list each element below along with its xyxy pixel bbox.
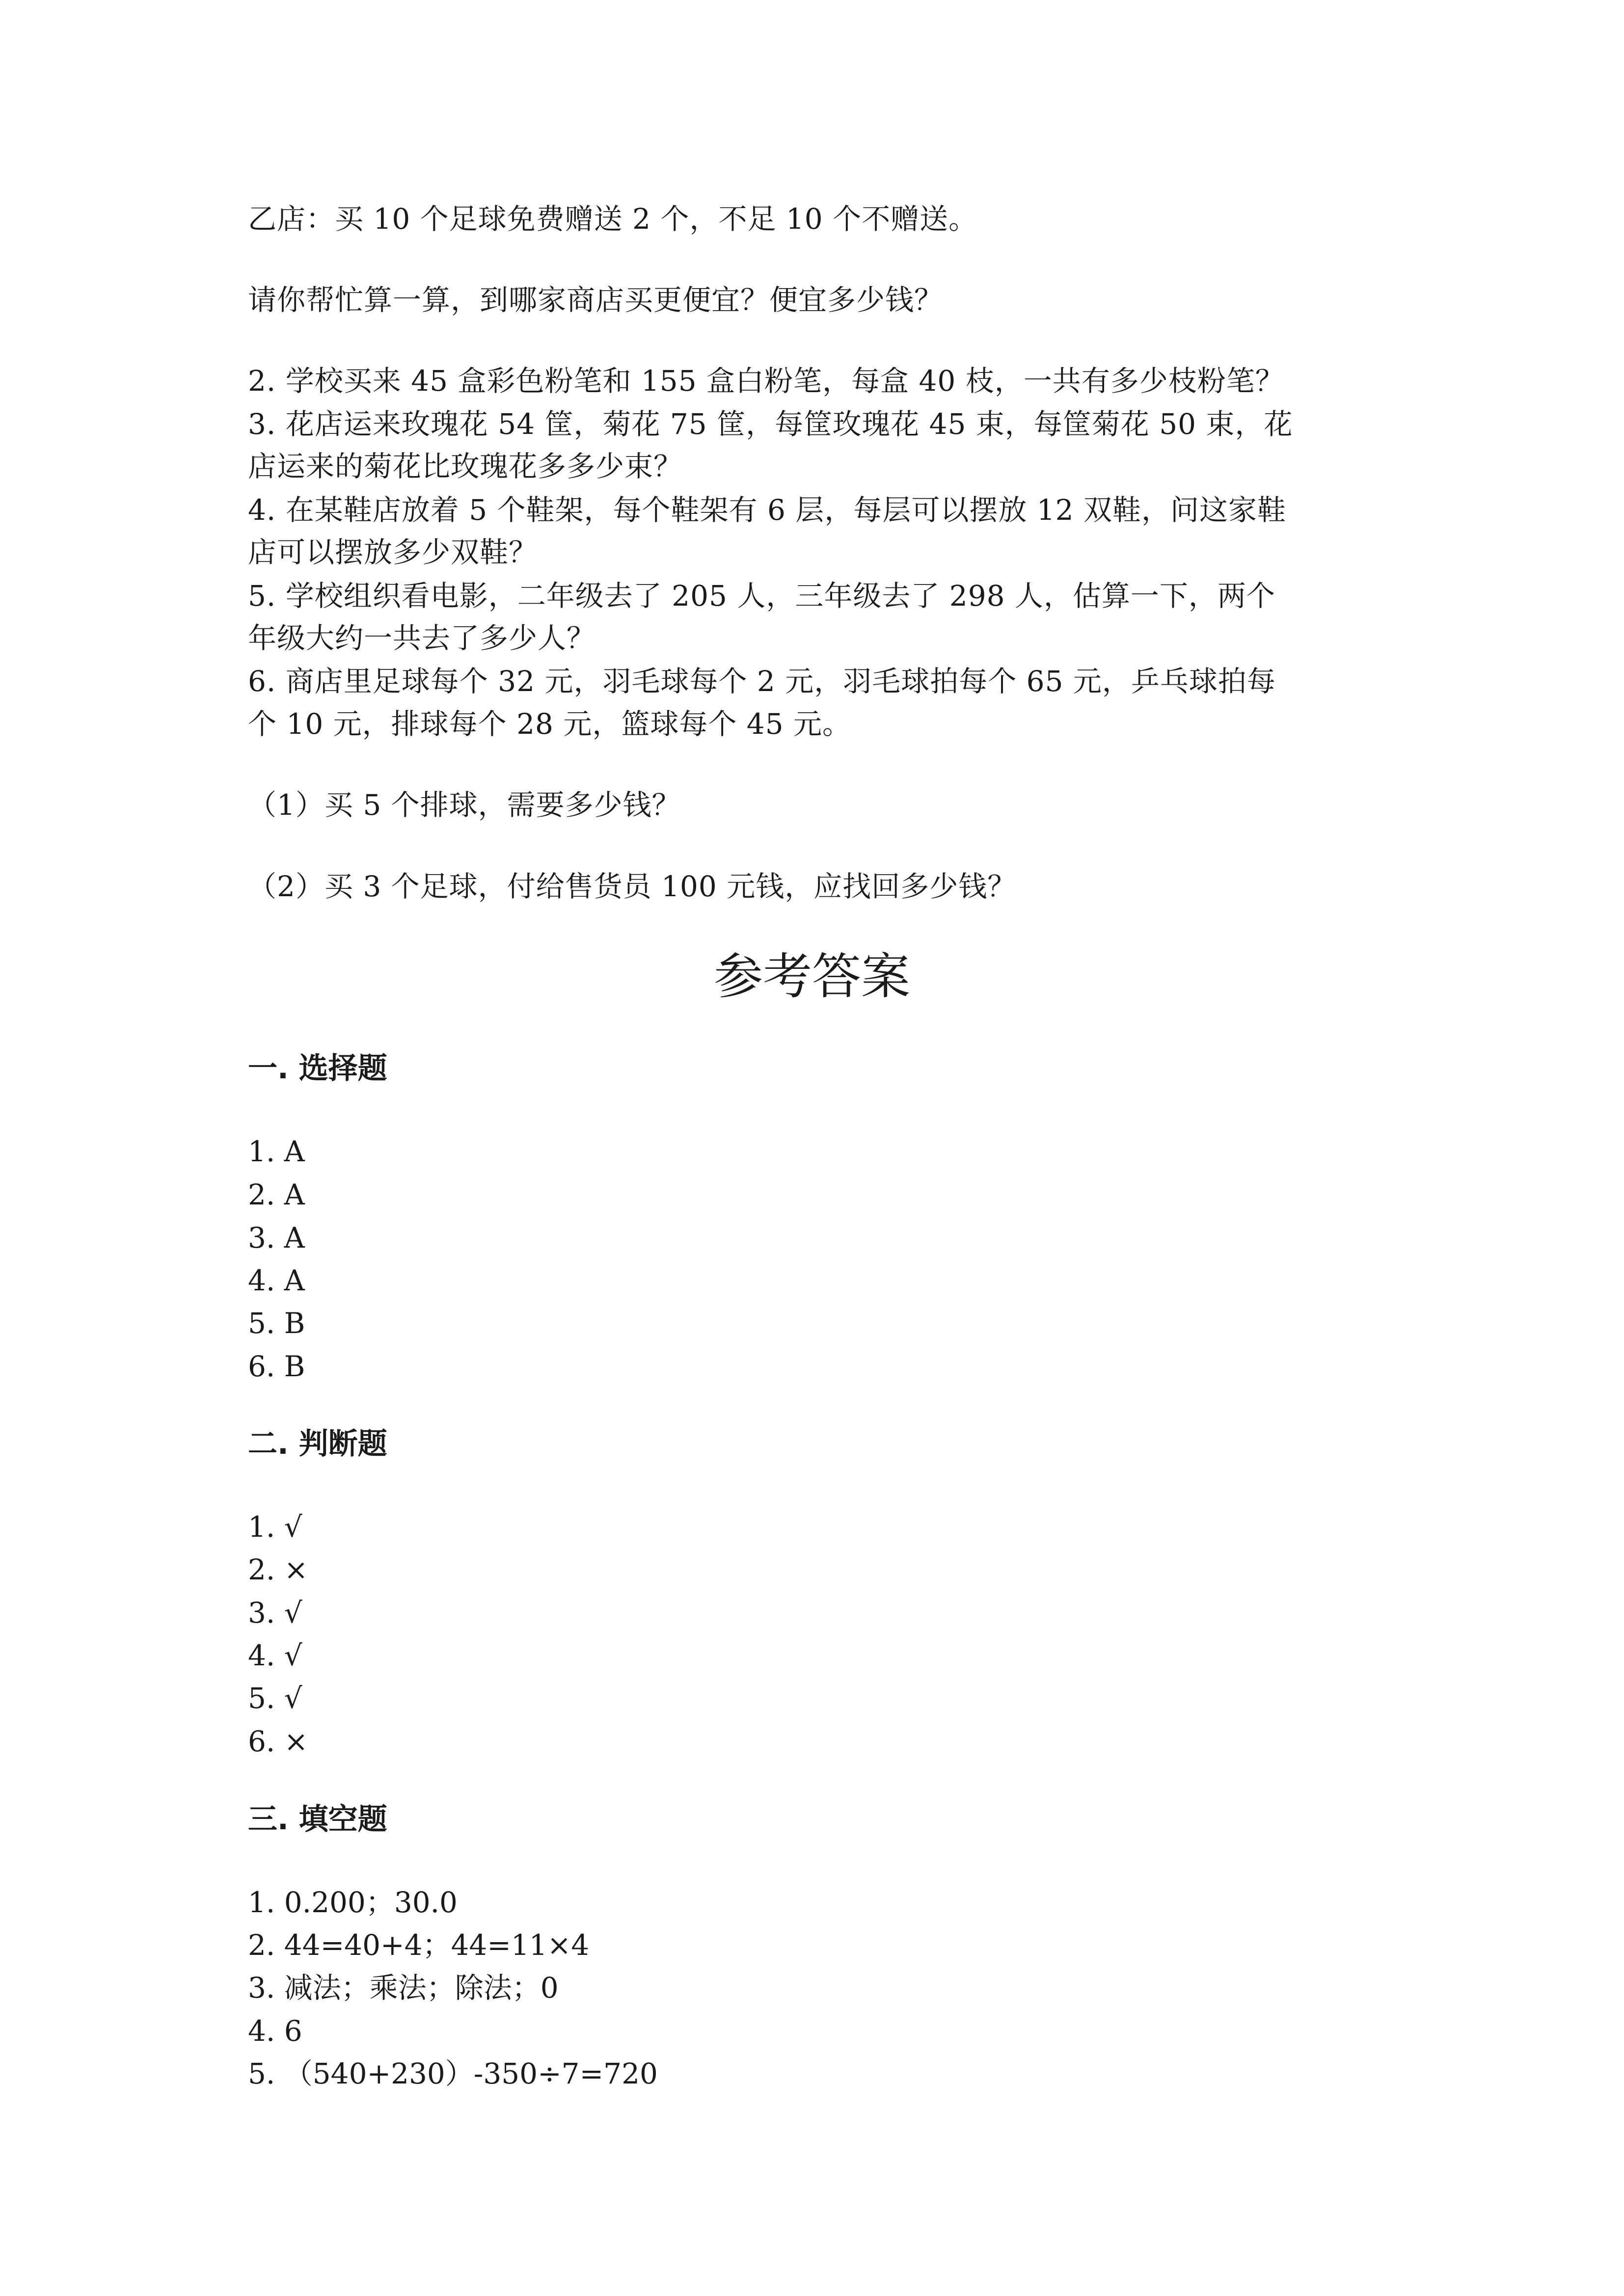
section-2-heading: 二. 判断题 bbox=[248, 1427, 387, 1461]
question-1-shop-b: 乙店：买 10 个足球免费赠送 2 个，不足 10 个不赠送。 bbox=[248, 202, 978, 236]
question-1-ask: 请你帮忙算一算，到哪家商店买更便宜？便宜多少钱？ bbox=[248, 283, 944, 317]
section-3-answer-2: 2. 44=40+4；44=11×4 bbox=[248, 1928, 590, 1962]
question-6-line-2: 个 10 元，排球每个 28 元，篮球每个 45 元。 bbox=[248, 707, 852, 741]
question-6-sub-2: （2）买 3 个足球，付给售货员 100 元钱，应找回多少钱？ bbox=[248, 870, 1017, 903]
question-3-line-2: 店运来的菊花比玫瑰花多多少束？ bbox=[248, 450, 683, 483]
section-2-answer-3: 3. √ bbox=[248, 1596, 302, 1629]
answers-title: 参考答案 bbox=[714, 948, 910, 1005]
question-6-sub-1: （1）买 5 个排球，需要多少钱？ bbox=[248, 788, 681, 822]
section-3-answer-1: 1. 0.200；30.0 bbox=[248, 1886, 458, 1919]
section-2-answer-4: 4. √ bbox=[248, 1639, 302, 1672]
section-3-heading: 三. 填空题 bbox=[248, 1802, 387, 1837]
section-3-answer-3: 3. 减法；乘法；除法；0 bbox=[248, 1971, 559, 2004]
question-6-line-1: 6. 商店里足球每个 32 元，羽毛球每个 2 元，羽毛球拍每个 65 元，乒乓球拍每 bbox=[248, 665, 1276, 698]
section-2-answer-5: 5. √ bbox=[248, 1682, 302, 1715]
question-5-line-1: 5. 学校组织看电影，二年级去了 205 人，三年级去了 298 人，估算一下，两个 bbox=[248, 579, 1275, 613]
question-5-line-2: 年级大约一共去了多少人？ bbox=[248, 621, 596, 655]
section-1-answer-2: 2. A bbox=[248, 1178, 305, 1211]
section-1-heading: 一. 选择题 bbox=[248, 1051, 387, 1086]
section-2-answer-1: 1. √ bbox=[248, 1510, 302, 1544]
section-2-answer-2: 2. × bbox=[248, 1553, 308, 1586]
question-4-line-1: 4. 在某鞋店放着 5 个鞋架，每个鞋架有 6 层，每层可以摆放 12 双鞋，问这家鞋 bbox=[248, 493, 1287, 527]
question-3-line-1: 3. 花店运来玫瑰花 54 筐，菊花 75 筐，每筐玫瑰花 45 束，每筐菊花 50 束，花 bbox=[248, 407, 1293, 441]
question-2: 2. 学校买来 45 盒彩色粉笔和 155 盒白粉笔，每盒 40 枝，一共有多少枝粉笔？ bbox=[248, 364, 1284, 398]
section-1-answer-3: 3. A bbox=[248, 1221, 305, 1255]
section-1-answer-4: 4. A bbox=[248, 1264, 305, 1297]
section-1-answer-6: 6. B bbox=[248, 1350, 305, 1383]
section-3-answer-5: 5. （540+230）-350÷7=720 bbox=[248, 2057, 658, 2090]
section-3-answer-4: 4. 6 bbox=[248, 2014, 302, 2048]
section-2-answer-6: 6. × bbox=[248, 1725, 308, 1758]
section-1-answer-1: 1. A bbox=[248, 1135, 305, 1168]
question-4-line-2: 店可以摆放多少双鞋？ bbox=[248, 535, 538, 569]
section-1-answer-5: 5. B bbox=[248, 1307, 305, 1340]
